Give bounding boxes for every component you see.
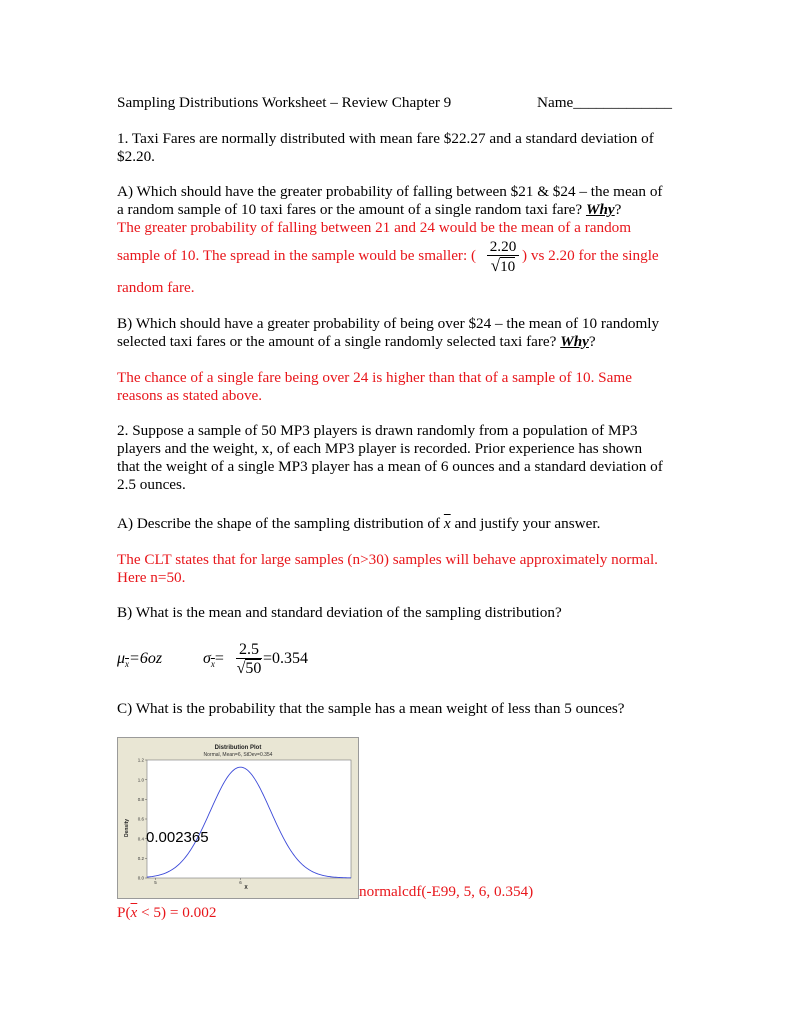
y-axis-label: Density bbox=[124, 818, 130, 838]
mean-formula: $\mu_{\overline{x}}=6oz$ bbox=[117, 650, 163, 670]
stdev-formula-lhs: $\sigma_{\overline{x}}=$ bbox=[203, 650, 224, 670]
normalcdf-command: normalcdf(-E99, 5, 6, 0.354) bbox=[359, 883, 534, 900]
why-emphasis: Why bbox=[560, 333, 589, 350]
q1-prompt-line1: 1. Taxi Fares are normally distributed with mean fare $22.27 and a standard deviation of bbox=[117, 130, 654, 147]
worksheet-title: Sampling Distributions Worksheet – Review Chapter 9 bbox=[117, 94, 452, 111]
fraction-2.5-over-root50: 2.5 √50 bbox=[236, 641, 262, 677]
stdev-value: =0.354 bbox=[263, 650, 309, 667]
q1b-answer-line1: The chance of a single fare being over 24 is higher than that of a sample of 10. Same bbox=[117, 369, 632, 386]
q1b-line1: B) Which should have a greater probability of being over $24 – the mean of 10 randomly bbox=[117, 315, 660, 332]
y-tick-label: 0.0 bbox=[137, 875, 144, 881]
plot-subtitle: Normal, Mean=6, StDev=0.354 bbox=[203, 752, 273, 758]
q2b-line: B) What is the mean and standard deviation of the sampling distribution? bbox=[117, 604, 562, 621]
name-field-label: Name_____________ bbox=[537, 94, 672, 111]
fraction-2.20-over-root10: 2.20 √10 bbox=[486, 238, 520, 276]
plot-area bbox=[147, 760, 351, 878]
x-axis-label: X bbox=[244, 885, 248, 891]
q1b-line2: selected taxi fares or the amount of a single randomly selected taxi fare? Why? bbox=[117, 333, 596, 350]
q1a-answer-line1: The greater probability of falling between 21 and 24 would be the mean of a random bbox=[117, 219, 632, 236]
q1b-answer-line2: reasons as stated above. bbox=[117, 387, 263, 404]
y-tick-label: 0.8 bbox=[137, 797, 144, 803]
q1a-answer-line2: sample of 10. The spread in the sample would be smaller: ( bbox=[117, 247, 477, 264]
y-tick-label: 1.0 bbox=[137, 777, 144, 783]
q1a-line2: a random sample of 10 taxi fares or the amount of a single random taxi fare? Why? bbox=[117, 201, 622, 218]
y-tick-label: 1.2 bbox=[137, 757, 144, 763]
distribution-plot-svg bbox=[118, 738, 358, 898]
q2-prompt-line1: 2. Suppose a sample of 50 MP3 players is drawn randomly from a population of MP3 bbox=[117, 422, 638, 439]
y-tick-label: 0.4 bbox=[137, 836, 144, 842]
x-bar-symbol: $\overline{x}$ bbox=[443, 515, 451, 532]
why-emphasis: Why bbox=[585, 201, 615, 218]
q2a-answer-line1: The CLT states that for large samples (n>30) samples will behave approximately normal. bbox=[117, 551, 658, 568]
x-tick-label: 6 bbox=[239, 880, 242, 885]
probability-answer: $P(\overline{x} < 5) = 0.002$ bbox=[117, 904, 217, 921]
y-tick-label: 0.6 bbox=[137, 816, 144, 822]
y-tick-label: 0.2 bbox=[137, 856, 144, 862]
q1-prompt-line2: $2.20. bbox=[117, 148, 155, 165]
x-tick-label: 5 bbox=[154, 880, 157, 885]
q1a-line1: A) Which should have the greater probability of falling between $21 & $24 – the mean of bbox=[117, 183, 663, 200]
q2a-answer-line2: Here n=50. bbox=[117, 569, 186, 586]
q1a-answer-line2-end: ) vs 2.20 for the single bbox=[522, 247, 659, 264]
q2a-line: A) Describe the shape of the sampling distribution of $\overline{x}$ and justify your answer. bbox=[117, 515, 601, 532]
q2-prompt-line2: players and the weight, x, of each MP3 player is recorded. Prior experience has shown bbox=[117, 440, 643, 457]
x-bar-symbol: $\overline{x}$ bbox=[130, 904, 138, 921]
q1a-answer-line3: random fare. bbox=[117, 279, 195, 296]
plot-title: Distribution Plot bbox=[214, 745, 262, 751]
distribution-plot bbox=[117, 737, 359, 899]
q2-prompt-line3: that the weight of a single MP3 player has a mean of 6 ounces and a standard deviation of bbox=[117, 458, 663, 475]
q2-prompt-line4: 2.5 ounces. bbox=[117, 476, 186, 493]
q2c-line: C) What is the probability that the sample has a mean weight of less than 5 ounces? bbox=[117, 700, 625, 717]
tail-probability-value: 0.002365 bbox=[146, 829, 209, 846]
